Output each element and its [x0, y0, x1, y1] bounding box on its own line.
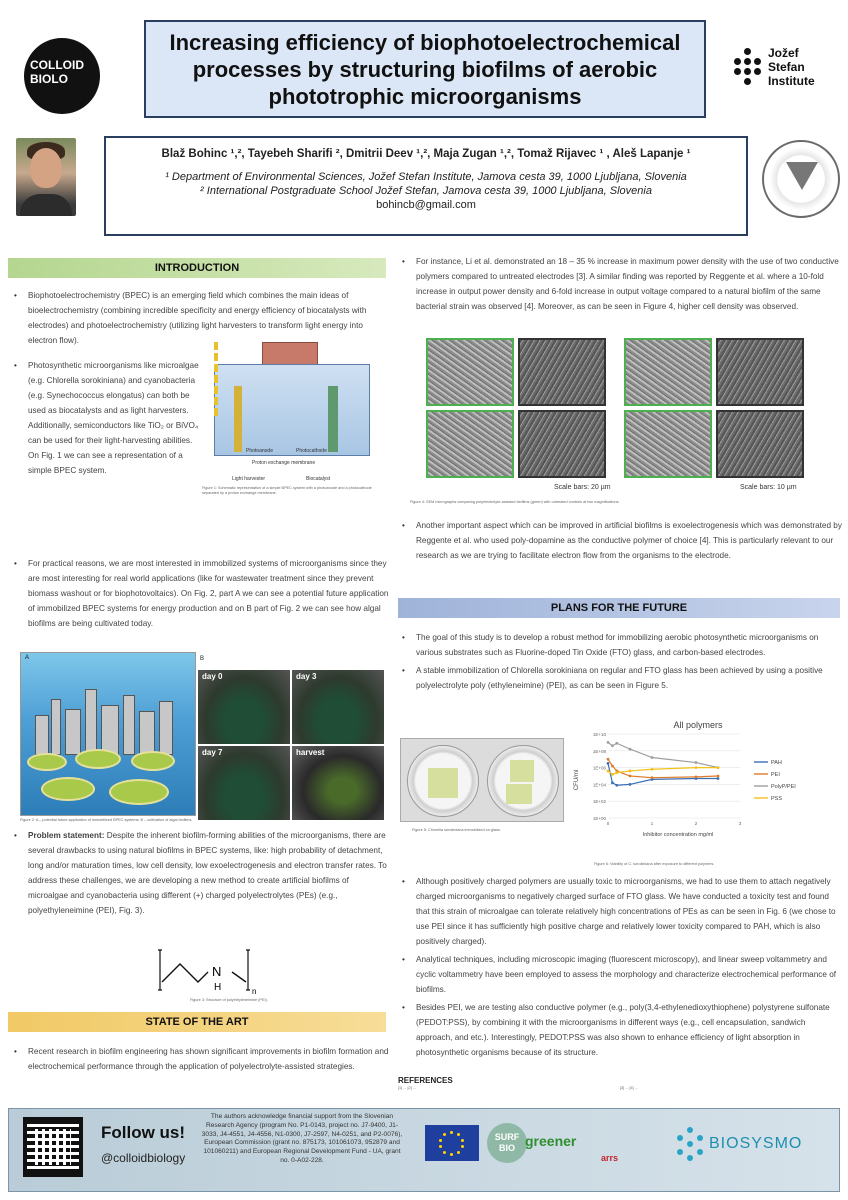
intro-list-2 — [10, 358, 200, 481]
data-point — [611, 781, 614, 784]
data-point — [611, 765, 614, 768]
harvest-photo: harvest — [292, 746, 384, 820]
author-list: Blaž Bohinc ¹,², Tayebeh Sharifi ², Dmitrii Deev ¹,², Maja Zugan ¹,², Tomaž Rijavec ¹ , Aleš Lapanje ¹ — [161, 148, 691, 160]
reference-1: [1] ... [2] ... — [398, 1086, 416, 1090]
sem-image — [624, 338, 712, 406]
data-point — [629, 783, 632, 786]
biosysmo-logo: BIOSYSMO — [709, 1135, 803, 1152]
poster-title-box — [144, 20, 706, 118]
figure-5-caption: Figure 5: Chlorella sorokiniana immobilized on glass. — [412, 828, 501, 832]
sem-image — [716, 338, 804, 406]
data-point — [717, 766, 720, 769]
figure-5-petri-dishes — [400, 738, 564, 822]
intro-list-3 — [10, 556, 390, 634]
figure-2b-algal-biofilm-cultivation: B day 0 day 3 day 7 harvest — [198, 654, 384, 818]
data-point — [615, 784, 618, 787]
figure-6-viability-chart — [568, 718, 806, 838]
figure-4-sem-micrographs — [414, 338, 818, 498]
y-tick-label: 1E+06 — [592, 765, 606, 771]
figure-4-caption: Figure 4: SEM micrographs comparing polyelectrolyte-assisted biofilms (green) with untreated controls at two magnifications. — [410, 500, 620, 504]
day-3-photo: day 3 — [292, 670, 384, 744]
svg-text:n: n — [252, 987, 257, 996]
sem-image — [426, 410, 514, 478]
svg-text:H: H — [214, 982, 222, 993]
list-item: • Biophotoelectrochemistry (BPEC) is an emerging field which combines the main ideas of bioelectrochemistry (combining incredible specificity and energy efficiency of biocatalysts with electrodes) and photoelectrochemistry (utilizing light harvesters to transform light energy into electron flow). — [10, 288, 390, 348]
ijs-dots-icon — [734, 48, 764, 88]
figure-3-caption: Figure 3: Structure of polyethyleneimine (PEI). — [190, 998, 268, 1002]
list-item: • For instance, Li et al. demonstrated an 18 – 35 % increase in maximum power density with the use of two conductive polymers compared to untreated electrodes [3]. A similar finding was reported by Reggente et al. where a 10-fold increase in output power density and 6-fold increase in output voltage compared to a natural biofilm of the same bacterial strain was observed [4]. Moreover, as can be seen in Figure 4, higher cell density was observed. — [398, 254, 842, 314]
surf-bio-logo: SURF BIO — [487, 1123, 527, 1163]
list-item: • A stable immobilization of Chlorella sorokiniana on regular and FTO glass has been achieved by using a positive polyelectrolyte poly (ethyleneimine) (PEI), as can be seen in Figure 5. — [398, 663, 842, 693]
figure-6-caption: Figure 6: Viability of C. sorokiniana after exposure to different polymers. — [594, 862, 715, 866]
reference-2: [3] ... [4] ... — [620, 1086, 638, 1090]
legend-label: PSS — [771, 796, 783, 802]
data-point — [607, 770, 610, 773]
social-handle[interactable]: @colloidbiology — [101, 1151, 186, 1165]
sem-image — [624, 410, 712, 478]
list-item: • Recent research in biofilm engineering has shown significant improvements in biofilm formation and electrochemical performance through the application of polyelectrolyte-assisted strategies. — [10, 1044, 390, 1074]
chart-xlabel: Inhibitor concentration mg/ml — [642, 832, 714, 838]
section-plans: PLANS FOR THE FUTURE — [398, 598, 840, 618]
references-heading: REFERENCES — [398, 1076, 453, 1085]
data-point — [629, 775, 632, 778]
plans-list-2 — [398, 874, 842, 1063]
plans-list-1 — [398, 630, 842, 696]
x-tick-label: 2 — [694, 821, 698, 826]
scale-bar-right: Scale bars: 10 µm — [740, 484, 797, 491]
figure-2-caption: Figure 2: A – potential future application of immobilized BPEC systems; B – cultivation of algal biofilms. — [20, 818, 193, 822]
data-point — [607, 762, 610, 765]
data-point — [611, 773, 614, 776]
list-item: • Another important aspect which can be improved in artificial biofilms is exoelectrogenesis which was demonstrated by Reggente et al. who used poly-dopamine as the conductive polymer of choice [4]. This is particularly relevant to our research as we are trying to facilitate electron flow from the organisms to the electrode. — [398, 518, 842, 563]
data-point — [651, 756, 654, 759]
data-point — [615, 742, 618, 745]
footer-banner — [8, 1108, 840, 1192]
figure-1-bpec-diagram: Photoanode Photocathode Proton exchange membrane Light harvester Biocatalyst Figure 1: Schematic representation of a simple BPEC system with a photoanode and a photocathode separated by a proton exchange membrane. — [202, 336, 382, 504]
list-item: • Analytical techniques, including microscopic imaging (fluorescent microscopy), and linear sweep voltammetry and cyclic voltammetry have been employed to assess the morphology and characterize electrochemical performance of biofilms. — [398, 952, 842, 997]
photocathode — [328, 386, 338, 452]
y-tick-label: 1E+04 — [592, 782, 606, 788]
figure-3-pei-structure — [150, 942, 260, 998]
affiliation-2: ² International Postgraduate School Jožef Stefan, Jamova cesta 39, 1000 Ljubljana, Slovenia — [200, 185, 652, 197]
university-seal-icon — [762, 140, 840, 218]
right-list-1 — [398, 254, 842, 317]
photoanode — [234, 386, 242, 452]
series-line-polyppei — [608, 742, 718, 767]
data-point — [611, 744, 614, 747]
list-item: • For practical reasons, we are most interested in immobilized systems of microorganisms since they are most interesting for real world applications (like for wastewater treatment since they prevent biomass washout or for biophotovoltaics). On Fig. 2, part A we can see a potential future application of immobilized BPEC systems for energy production and on B part of Fig. 2 we can see how algal biofilms are being cultivated today. — [10, 556, 390, 631]
state-of-art-list — [10, 1044, 390, 1077]
poster-title: Increasing efficiency of biophotoelectrochemical processes by structuring biofilms of aerobic phototrophic microorganisms — [169, 29, 681, 109]
logo-text: COLLOID BIOLOGY — [30, 58, 86, 86]
section-state-of-art: STATE OF THE ART — [8, 1012, 386, 1032]
colloid-biology-logo — [18, 36, 118, 116]
data-point — [607, 741, 610, 744]
biosysmo-dots-icon — [673, 1127, 707, 1161]
scale-bar-left: Scale bars: 20 µm — [554, 484, 611, 491]
list-item: • The goal of this study is to develop a robust method for immobilizing aerobic photosynthetic microorganisms on various substrates such as Fluorine-doped Tin Oxide (FTO) glass, and carbon-based electrodes. — [398, 630, 842, 660]
list-item: • Although positively charged polymers are usually toxic to microorganisms, we had to use them to attach negatively charged microorganisms to negatively charged surface of FTO glass. We have conducted a toxicity test and found that this strain of microalgae can tolerate relatively high concentrations of PEs as can be seen in Fig. 6 (we chose to use PEI since it has sufficiently high positive charge and relatively lower toxicity compared to PAH, which is also positively charged). — [398, 874, 842, 949]
eu-flag-icon — [425, 1125, 479, 1161]
x-tick-label: 3 — [738, 821, 742, 826]
affiliation-1: ¹ Department of Environmental Sciences, Jožef Stefan Institute, Jamova cesta 39, 1000 Ljubljana, Slovenia — [165, 171, 687, 183]
data-point — [695, 775, 698, 778]
day-7-photo: day 7 — [198, 746, 290, 820]
x-tick-label: 0 — [606, 821, 610, 826]
svg-text:N: N — [212, 964, 222, 979]
y-tick-label: 1E+10 — [592, 732, 606, 737]
qr-code-icon[interactable] — [23, 1117, 83, 1177]
y-tick-label: 1E+08 — [592, 748, 606, 754]
data-point — [695, 766, 698, 769]
legend-label: PEI — [771, 772, 780, 778]
list-item: • Besides PEI, we are testing also conductive polymer (e.g., poly(3,4-ethylenedioxythiophene) polystyrene sulfonate (PEDOT:PSS), by combining it with the microorganisms in different ways (e.g., cell encapsulation, sandwich approach, and etc.). Interestingly, PEDOT:PSS was also shown to enhance efficiency of light absorption in photosynthetic organisms because of its structure. — [398, 1000, 842, 1060]
arrs-logo: arrs — [601, 1153, 619, 1163]
x-tick-label: 1 — [650, 821, 654, 826]
problem-statement: • Problem statement: Despite the inherent biofilm-forming abilities of the microorganisms, there are several drawbacks to using natural biofilms in BPEC systems, like: high probability of detachment, long and/or maturation times, low cell density, low exoelectrogenesis and electron transfer rates. To address these challenges, we are developing a new method to create artificial biofilms of microalgae and cyanobacteria using different (+) charged polyelectrolytes (PEs) (e.g., polyethyleneimine (PEI), Fig. 3). — [10, 828, 390, 921]
chart-title: All polymers — [673, 720, 723, 730]
data-point — [615, 771, 618, 774]
legend-label: PAH — [771, 760, 782, 766]
data-point — [651, 768, 654, 771]
data-point — [695, 761, 698, 764]
figure-1-caption: Figure 1: Schematic representation of a simple BPEC system with a photoanode and a photocathode separated by a proton exchange membrane. — [202, 486, 372, 495]
data-point — [717, 775, 720, 778]
y-tick-label: 1E+00 — [592, 816, 606, 821]
sem-image — [426, 338, 514, 406]
greener-logo: greener — [525, 1133, 577, 1149]
author-photo — [16, 138, 76, 216]
chart-ylabel: CFU/ml — [574, 769, 580, 791]
data-point — [717, 777, 720, 780]
legend-label: PolyP/PEI — [771, 784, 796, 790]
data-point — [651, 776, 654, 779]
sem-image — [716, 410, 804, 478]
contact-email[interactable]: bohincb@gmail.com — [376, 199, 476, 211]
electrode-box — [262, 342, 318, 366]
funding-acknowledgement: The authors acknowledge financial support from the Slovenian Research Agency (program No. P1-0143, project no. J7-9400, J1-3033, J4-4551, J4-4556, N1-0300, J7-2597, N4-0251, and P2-0076), European Commission (grant no. 875173, 101061073, 952879 and 101060211) and European Regional Development Fund - UA, grant no. 0-A02-228. — [201, 1113, 403, 1164]
day-0-photo: day 0 — [198, 670, 290, 744]
figure-2a-future-city-illustration: A — [20, 652, 196, 816]
list-item: • Photosynthetic microorganisms like microalgae (e.g. Chlorella sorokiniana) and cyanobacteria (e.g. Synechococcus elongatus) can both be used as biocatalysts and as light harvesters. Additionally, semiconductors like TiO₂ or BiVO₄ can be used for their light-harvesting abilities. On Fig. 1 we can see a representation of a simple BPEC system. — [10, 358, 200, 478]
y-tick-label: 1E+02 — [592, 799, 606, 805]
sem-image — [518, 338, 606, 406]
data-point — [629, 748, 632, 751]
authors-box — [104, 136, 748, 236]
sem-image — [518, 410, 606, 478]
section-introduction: INTRODUCTION — [8, 258, 386, 278]
data-point — [607, 758, 610, 761]
data-point — [629, 770, 632, 773]
right-list-2 — [398, 518, 842, 566]
jozef-stefan-institute-logo: Jožef Stefan Institute — [734, 44, 834, 94]
follow-us-label: Follow us! — [101, 1123, 186, 1142]
